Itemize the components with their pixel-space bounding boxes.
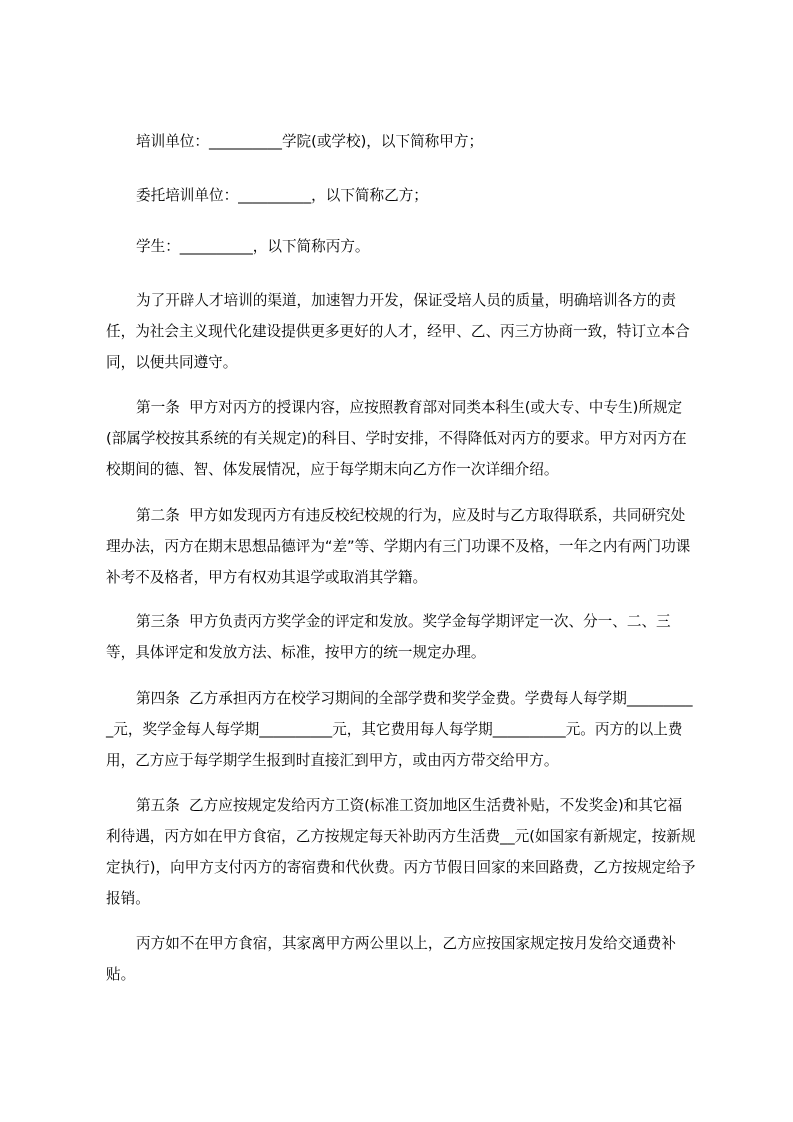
paragraph-article-4: 第四条 乙方承担丙方在校学习期间的全部学费和奖学金费。学费每人每学期__________元，奖学金每人每学期__________元，其它费用每人每学期__________元。丙方的以上费用，乙方应于每学期学生报到时直接汇到甲方，或由丙方带交给甲方。 bbox=[106, 690, 693, 769]
paragraph-student: 学生：__________，以下简称丙方。 bbox=[136, 238, 370, 255]
paragraph-transport-subsidy: 丙方如不在甲方食宿，其家离甲方两公里以上，乙方应按国家规定按月发给交通费补贴。 bbox=[106, 935, 676, 983]
paragraph-article-2: 第二条 甲方如发现丙方有违反校纪校规的行为，应及时与乙方取得联系，共同研究处理办法，丙方在期末思想品德评为“差”等、学期内有三门功课不及格，一年之内有两门功课补考不及格者，甲方有权劝其退学或取消其学籍。 bbox=[106, 507, 691, 586]
paragraph-entrusting-unit: 委托培训单位：__________，以下简称乙方； bbox=[136, 187, 428, 204]
paragraph-preamble: 为了开辟人才培训的渠道，加速智力开发，保证受培人员的质量，明确培训各方的责任，为社会主义现代化建设提供更多更好的人才，经甲、乙、丙三方协商一致，特订立本合同，以便共同遵守。 bbox=[106, 292, 690, 371]
paragraph-article-1: 第一条 甲方对丙方的授课内容，应按照教育部对同类本科生(或大专、中专生)所规定(部属学校按其系统的有关规定)的科目、学时安排，不得降低对丙方的要求。甲方对丙方在校期间的德、智、体发展情况，应于每学期末向乙方作一次详细介绍。 bbox=[106, 399, 687, 478]
paragraph-article-5: 第五条 乙方应按规定发给丙方工资(标准工资加地区生活费补贴，不发奖金)和其它福利待遇，丙方如在甲方食宿，乙方按规定每天补助丙方生活费__元(如国家有新规定，按新规定执行)，向甲方支付丙方的寄宿费和代伙费。丙方节假日回家的来回路费，乙方按规定给予报销。 bbox=[106, 797, 696, 907]
paragraph-training-unit: 培训单位：__________学院(或学校)，以下简称甲方； bbox=[136, 133, 484, 150]
paragraph-article-3: 第三条 甲方负责丙方奖学金的评定和发放。奖学金每学期评定一次、分一、二、三等，具体评定和发放方法、标准，按甲方的统一规定办理。 bbox=[106, 613, 671, 661]
